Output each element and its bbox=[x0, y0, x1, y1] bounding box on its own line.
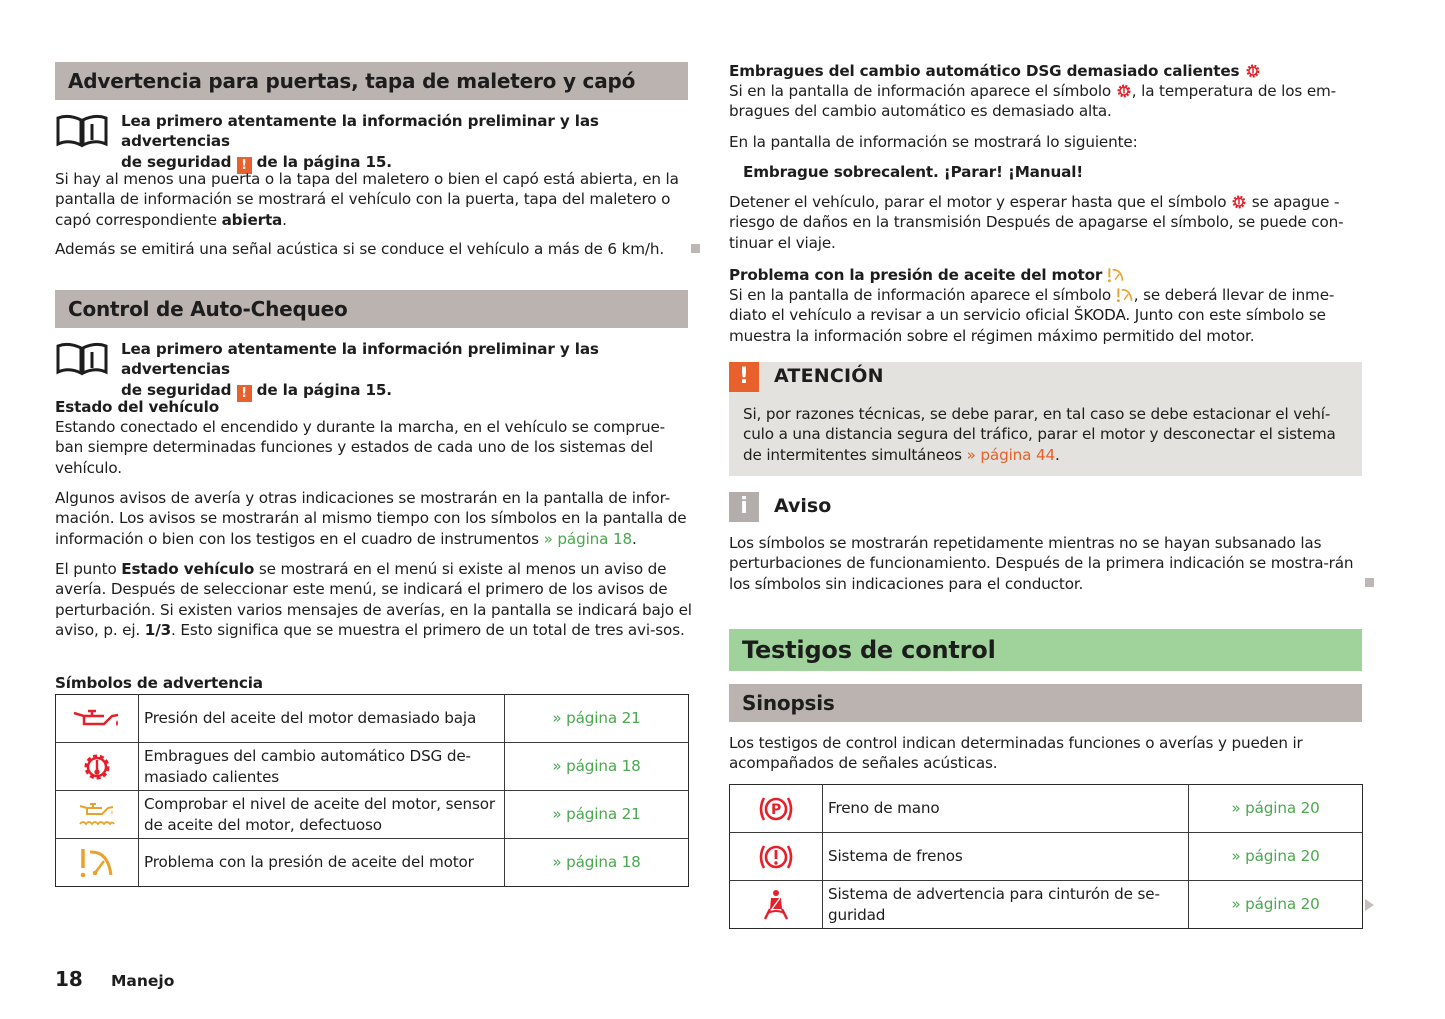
synopsis-intro: Los testigos de control indican determinadas funciones o averías y pueden ir acompañados de señales acústicas. bbox=[729, 734, 1303, 773]
read-first-line1: Lea primero atentamente la información preliminar y las advertencias bbox=[121, 340, 599, 379]
symbol-description: Problema con la presión de aceite del motor bbox=[139, 839, 505, 887]
read-first-line2: de seguridad bbox=[121, 380, 237, 399]
book-icon bbox=[55, 342, 109, 376]
symbol-description: Comprobar el nivel de aceite del motor, sensor de aceite del motor, defectuoso bbox=[139, 791, 505, 839]
vehicle-status-paragraph: Estando conectado el encendido y durante la marcha, en el vehículo se comprue-ban siempre determinadas funciones y estados de cada uno de los sistemas del vehículo. bbox=[55, 418, 665, 477]
paragraph-text: Algunos avisos de avería y otras indicaciones se mostrarán en la pantalla de infor-mación. Los avisos se mostrarán al mismo tiempo con los símbolos en la pantalla de información o bien con los testigos en el cuadro de instrumentos bbox=[55, 489, 687, 548]
warning-symbols-table bbox=[55, 694, 689, 887]
paragraph-text: Si en la pantalla de información aparece el símbolo bbox=[729, 82, 1116, 100]
paragraph-text: , la temperatura de los em-bragues del cambio automático es demasiado alta. bbox=[729, 82, 1336, 121]
dsg-heading bbox=[729, 61, 1261, 81]
oil-level-icon bbox=[77, 800, 117, 830]
page-link[interactable]: » página 18 bbox=[505, 743, 689, 791]
page-link[interactable]: » página 21 bbox=[505, 695, 689, 743]
dsg-paragraph-2: En la pantalla de información se mostrará lo siguiente: bbox=[729, 133, 1138, 151]
symbol-description: Embragues del cambio automático DSG de-masiado calientes bbox=[139, 743, 505, 791]
dsg-paragraph-1 bbox=[729, 81, 1359, 122]
paragraph-text: , se deberá llevar de inme-diato el vehículo a revisar a un servicio oficial ŠKODA. Junto con este símbolo se muestra la información sobre el régimen máximo permitido del motor. bbox=[729, 286, 1335, 345]
acoustic-signal-paragraph: Además se emitirá una señal acústica si se conduce el vehículo a más de 6 km/h. bbox=[55, 240, 664, 258]
dsg-clutch-temperature-icon bbox=[81, 751, 113, 783]
table-row bbox=[56, 839, 689, 887]
paragraph-end: . bbox=[631, 529, 637, 548]
oil-problem-heading-text: Problema con la presión de aceite del motor bbox=[729, 266, 1103, 284]
dsg-clutch-temperature-icon bbox=[1231, 194, 1247, 210]
info-icon: i bbox=[729, 492, 759, 522]
bold-term-counter: 1/3 bbox=[144, 621, 172, 640]
table-row bbox=[730, 785, 1363, 833]
symbol-description: Sistema de advertencia para cinturón de se-guridad bbox=[823, 881, 1189, 929]
table-row bbox=[56, 743, 689, 791]
table-row bbox=[56, 695, 689, 743]
brake-system-icon bbox=[757, 843, 795, 871]
paragraph-end: . bbox=[282, 210, 287, 229]
symbol-cell bbox=[56, 791, 139, 839]
subheading-vehicle-status: Estado del vehículo bbox=[55, 398, 220, 416]
dsg-heading-text: Embragues del cambio automático DSG demasiado calientes bbox=[729, 62, 1240, 80]
section-heading-synopsis: Sinopsis bbox=[729, 684, 1362, 722]
paragraph-text: Si hay al menos una puerta o la tapa del maletero o bien el capó está abierta, en la pantalla de información se mostrará el vehículo con la puerta, tapa del maletero o capó correspondiente bbox=[55, 170, 679, 229]
page-number: 18 bbox=[55, 967, 83, 991]
symbol-cell bbox=[730, 881, 823, 929]
parking-brake-icon bbox=[757, 795, 795, 823]
fault-messages-paragraph bbox=[55, 488, 695, 549]
chapter-heading-control-lights: Testigos de control bbox=[729, 629, 1362, 671]
oil-problem-paragraph bbox=[729, 285, 1361, 346]
continue-arrow-icon bbox=[1365, 899, 1374, 911]
oil-pressure-problem-icon bbox=[78, 847, 116, 879]
page-link[interactable]: » página 18 bbox=[543, 529, 632, 548]
paragraph-end: . bbox=[1054, 445, 1060, 464]
table-row bbox=[730, 833, 1363, 881]
read-first-note bbox=[55, 339, 688, 401]
oil-pressure-icon bbox=[72, 707, 122, 731]
oil-pressure-problem-icon bbox=[1107, 267, 1125, 283]
warning-title: ATENCIÓN bbox=[774, 365, 884, 387]
symbol-cell bbox=[56, 839, 139, 887]
page-link[interactable]: » página 21 bbox=[505, 791, 689, 839]
warning-body bbox=[743, 404, 1353, 465]
book-icon bbox=[55, 114, 109, 148]
paragraph-text: Si, por razones técnicas, se debe parar, en tal caso se debe estacionar el vehí-culo a una distancia segura del tráfico, parar el motor y desconectar el sistema de intermitentes simultáneos bbox=[743, 405, 1336, 464]
table-row bbox=[730, 881, 1363, 929]
paragraph-text: Detener el vehículo, parar el motor y esperar hasta que el símbolo bbox=[729, 193, 1232, 211]
read-first-page-ref: de la página 15. bbox=[251, 152, 392, 171]
paragraph-text: se apague - riesgo de daños en la transmisión Después de apagarse el símbolo, se puede con-tinuar el viaje. bbox=[729, 193, 1344, 252]
table-row bbox=[56, 791, 689, 839]
bold-term-open: abierta bbox=[221, 210, 283, 229]
symbol-description: Presión del aceite del motor demasiado baja bbox=[139, 695, 505, 743]
dsg-clutch-temperature-icon bbox=[1245, 63, 1261, 79]
section-heading-door-warning: Advertencia para puertas, tapa de maletero y capó bbox=[55, 62, 688, 100]
page-link[interactable]: » página 20 bbox=[1189, 881, 1363, 929]
subheading-warning-symbols: Símbolos de advertencia bbox=[55, 674, 263, 692]
bold-term-vehicle-status: Estado vehículo bbox=[121, 560, 255, 578]
note-body: Los símbolos se mostrarán repetidamente mientras no se hayan subsanado las perturbaciones de funcionamiento. Después de la primera indicación se mostra-rán los símbolos sin indicaciones para el conductor. bbox=[729, 534, 1354, 593]
read-first-line1: Lea primero atentamente la información preliminar y las advertencias bbox=[121, 112, 599, 151]
seatbelt-icon bbox=[762, 889, 790, 921]
section-end-marker bbox=[691, 244, 700, 253]
warning-exclamation-icon: ! bbox=[729, 362, 759, 392]
dsg-paragraph-3 bbox=[729, 192, 1361, 253]
symbol-cell bbox=[56, 695, 139, 743]
read-first-page-ref: de la página 15. bbox=[251, 380, 392, 399]
section-heading-self-check: Control de Auto-Chequeo bbox=[55, 290, 688, 328]
page-link[interactable]: » página 20 bbox=[1189, 833, 1363, 881]
read-first-note bbox=[55, 111, 688, 173]
note-title: Aviso bbox=[774, 495, 832, 517]
display-message: Embrague sobrecalent. ¡Parar! ¡Manual! bbox=[743, 163, 1084, 181]
read-first-line2: de seguridad bbox=[121, 152, 237, 171]
symbol-description: Sistema de frenos bbox=[823, 833, 1189, 881]
svg-text:P: P bbox=[770, 801, 782, 818]
oil-problem-heading bbox=[729, 265, 1125, 285]
symbol-cell bbox=[730, 833, 823, 881]
menu-item-paragraph bbox=[55, 559, 695, 641]
door-warning-paragraph bbox=[55, 169, 695, 230]
page-link[interactable]: » página 44 bbox=[966, 445, 1055, 464]
safety-warning-icon: ! bbox=[237, 157, 252, 174]
control-lights-table bbox=[729, 784, 1363, 929]
dsg-clutch-temperature-icon bbox=[1116, 83, 1132, 99]
symbol-cell bbox=[56, 743, 139, 791]
page-link[interactable]: » página 18 bbox=[505, 839, 689, 887]
paragraph-text: se mostrará en el menú si existe al menos un aviso de avería. Después de seleccionar este menú, se indicará el primero de los avisos de perturbación. Si existen varios mensajes de averías, en la pantalla se indicará bajo el aviso, p. ej. bbox=[55, 560, 692, 640]
paragraph-text: El punto bbox=[55, 560, 122, 578]
paragraph-text: Si en la pantalla de información aparece el símbolo bbox=[729, 286, 1116, 304]
paragraph-text: . Esto significa que se muestra el primero de un total de tres avi-sos. bbox=[171, 621, 685, 640]
safety-warning-icon: ! bbox=[237, 385, 252, 402]
symbol-cell bbox=[730, 785, 823, 833]
oil-pressure-problem-icon bbox=[1116, 287, 1134, 303]
section-end-marker bbox=[1365, 578, 1374, 587]
chapter-label: Manejo bbox=[111, 972, 175, 990]
warning-box bbox=[729, 362, 1362, 476]
symbol-description: Freno de mano bbox=[823, 785, 1189, 833]
page-link[interactable]: » página 20 bbox=[1189, 785, 1363, 833]
